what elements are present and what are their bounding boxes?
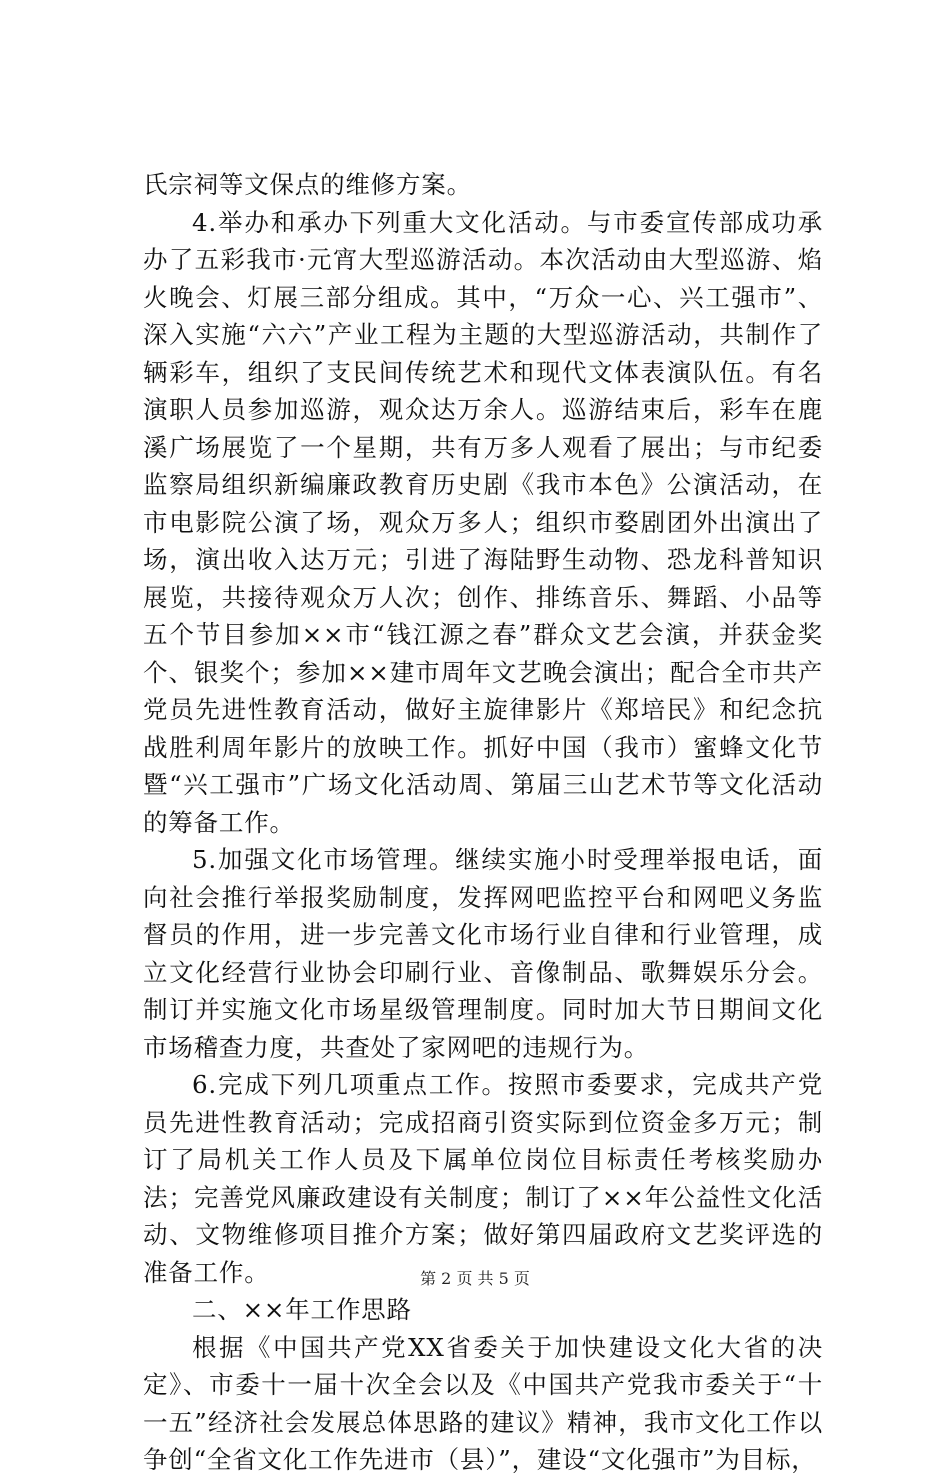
paragraph-item-5-market-management: 5.加强文化市场管理。继续实施小时受理举报电话，面向社会推行举报奖励制度，发挥网吧监控平台和网吧义务监督员的作用，进一步完善文化市场行业自律和行业管理，成立文化经营行业协会印刷行业、音像制品、歌舞娱乐分会。制订并实施文化市场星级管理制度。同时加大节日期间文化市场稽查力度，共查处了家网吧的违规行为。	[143, 845, 823, 1062]
paragraph-item-6-key-work: 6.完成下列几项重点工作。按照市委要求，完成共产党员先进性教育活动；完成招商引资实际到位资金多万元；制订了局机关工作人员及下属单位岗位目标责任考核奖励办法；完善党风廉政建设有关制度；制订了××年公益性文化活动、文物维修项目推介方案；做好第四届政府文艺奖评选的准备工作。	[143, 1070, 823, 1287]
section-heading-work-plan: 二、××年工作思路	[192, 1295, 412, 1324]
page-footer: 第 2 页 共 5 页	[420, 1269, 530, 1288]
paragraph-item-4-cultural-activities: 4.举办和承办下列重大文化活动。与市委宣传部成功承办了五彩我市·元宵大型巡游活动。本次活动由大型巡游、焰火晚会、灯展三部分组成。其中，“万众一心、兴工强市”、深入实施“六六”产业工程为主题的大型巡游活动，共制作了辆彩车，组织了支民间传统艺术和现代文体表演队伍。有名演职人员参加巡游，观众达万余人。巡游结束后，彩车在鹿溪广场展览了一个星期，共有万多人观看了展出；与市纪委监察局组织新编廉政教育历史剧《我市本色》公演活动，在市电影院公演了场，观众万多人；组织市婺剧团外出演出了场，演出收入达万元；引进了海陆野生动物、恐龙科普知识展览，共接待观众万人次；创作、排练音乐、舞蹈、小品等五个节目参加××市“钱江源之春”群众文艺会演，并获金奖个、银奖个；参加××建市周年文艺晚会演出；配合全市共产党员先进性教育活动，做好主旋律影片《郑培民》和纪念抗战胜利周年影片的放映工作。抓好中国（我市）蜜蜂文化节暨“兴工强市”广场文化活动周、第届三山艺术节等文化活动的筹备工作。	[143, 207, 823, 837]
paragraph-continuation: 氏宗祠等文保点的维修方案。	[143, 170, 472, 199]
paragraph-work-plan-intro: 根据《中国共产党XX省委关于加快建设文化大省的决定》、市委十一届十次全会以及《中国共产党我市委关于“十一五”经济社会发展总体思路的建议》精神，我市文化工作以争创“全省文化工作先进市（县）”，建设“文化强市”为目标，	[143, 1332, 823, 1474]
